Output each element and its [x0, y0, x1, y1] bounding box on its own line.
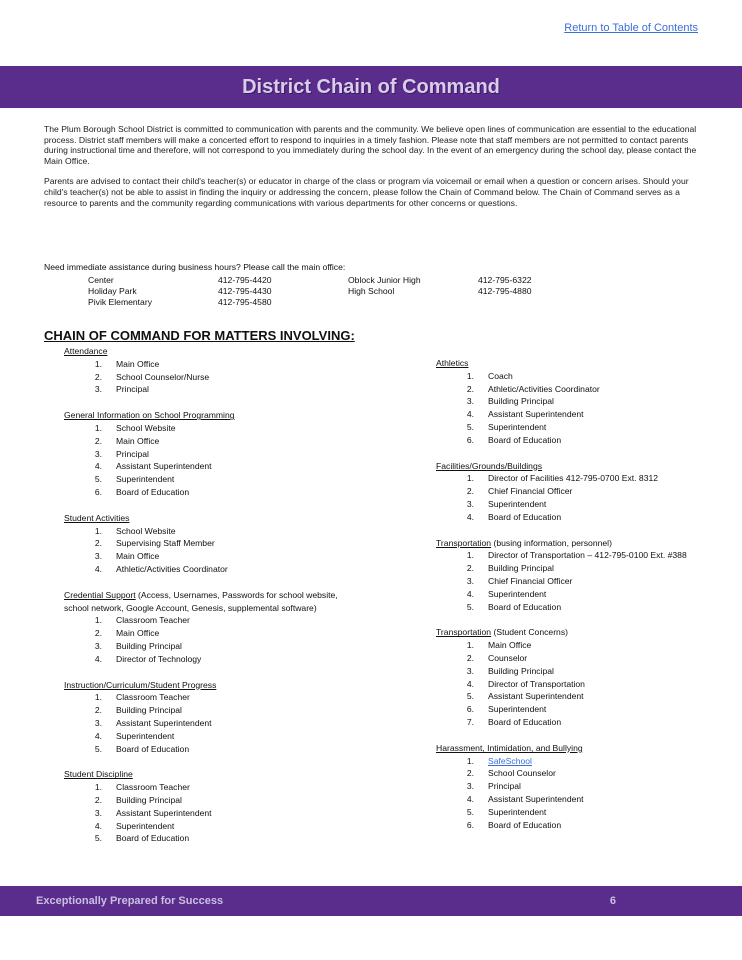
list-number: 2.	[94, 794, 102, 805]
phone-cell: Pivik Elementary	[88, 297, 152, 307]
chain-group	[436, 742, 726, 832]
list-number: 4.	[94, 461, 102, 472]
phone-cell: Center	[88, 275, 114, 285]
intro-text	[44, 124, 698, 218]
list-item-text: Director of Facilities 412-795-0700 Ext. 8312	[488, 473, 659, 484]
list-item-text: Main Office	[116, 435, 160, 446]
list-item-text: Superintendent	[488, 806, 547, 817]
list-item-text: Building Principal	[116, 794, 182, 805]
chain-list	[64, 691, 364, 755]
phone-cell: 412-795-4420	[218, 275, 272, 285]
list-item-text: Assistant Superintendent	[488, 409, 584, 420]
chain-list-item	[436, 472, 726, 485]
list-item-text: Classroom Teacher	[116, 615, 190, 626]
chain-list-item	[436, 562, 726, 575]
list-item-text: Main Office	[116, 628, 160, 639]
chain-list	[436, 549, 726, 613]
chain-list-item	[436, 575, 726, 588]
list-item-text: Board of Education	[488, 716, 562, 727]
list-item-text: Board of Education	[116, 486, 190, 497]
chain-list-item	[436, 780, 726, 793]
chain-group	[64, 589, 364, 666]
chain-list-item	[64, 717, 364, 730]
chain-list-item	[436, 588, 726, 601]
list-item-text: Board of Education	[488, 434, 562, 445]
list-item-text: Coach	[488, 370, 513, 381]
phone-cell: 412-795-4580	[218, 297, 272, 307]
list-number: 5.	[94, 474, 102, 485]
chain-group-title	[64, 512, 364, 525]
chain-list	[64, 781, 364, 845]
chain-list-item	[64, 781, 364, 794]
list-item-text: Superintendent	[488, 588, 547, 599]
list-item-text: Principal	[488, 781, 521, 792]
list-number: 7.	[466, 716, 474, 727]
chain-group-note: (Access, Usernames, Passwords for school website, school network, Google Account, Genesis, supplemental software)	[64, 589, 338, 613]
list-item-text: Assistant Superintendent	[488, 691, 584, 702]
chain-list-item	[64, 640, 364, 653]
list-item-text: Superintendent	[488, 498, 547, 509]
phone-cell: 412-795-4430	[218, 286, 272, 296]
chain-list-item	[436, 485, 726, 498]
chain-list	[436, 639, 726, 729]
chain-list-item	[436, 549, 726, 562]
list-item-text: Principal	[116, 384, 149, 395]
list-item-text: Board of Education	[116, 743, 190, 754]
list-item-text: Main Office	[488, 640, 532, 651]
chain-group-title	[64, 768, 364, 781]
chain-group-heading: Harassment, Intimidation, and Bullying	[436, 742, 583, 753]
chain-group-note: (busing information, personnel)	[491, 537, 612, 548]
chain-group-heading: Credential Support	[64, 589, 136, 600]
phone-cell: Holiday Park	[88, 286, 137, 296]
list-item-text: Board of Education	[488, 511, 562, 522]
return-to-toc-link[interactable]: Return to Table of Contents	[564, 22, 698, 34]
list-number: 1.	[94, 782, 102, 793]
list-number: 4.	[94, 730, 102, 741]
list-item-text: Board of Education	[116, 833, 190, 844]
chain-list-item	[436, 678, 726, 691]
list-number: 2.	[466, 383, 474, 394]
chain-list-item	[436, 383, 726, 396]
intro-paragraph-1: The Plum Borough School District is committed to communication with parents and the community. We believe open lines of communication are essential to the educational process. District staff members will make a concerted effort to respond to inquiries in a timely fashion. Please note that staff members are not permitted to contact parents during instructional time and therefore, will not correspond to you immediately during the school day. In the event of an emergency during the school day, please contact the Main Office.	[44, 124, 697, 166]
list-item-text: Classroom Teacher	[116, 782, 190, 793]
list-number: 5.	[466, 421, 474, 432]
chain-list-item	[64, 371, 364, 384]
phone-cell: 412-795-6322	[478, 275, 532, 285]
chain-list-item	[64, 537, 364, 550]
list-item-text: Board of Education	[488, 601, 562, 612]
list-item-text: Building Principal	[116, 640, 182, 651]
chain-group-heading: General Information on School Programming	[64, 410, 235, 421]
list-number: 2.	[94, 435, 102, 446]
list-item-text: Assistant Superintendent	[116, 717, 212, 728]
list-item-text: Main Office	[116, 551, 160, 562]
list-number: 3.	[466, 396, 474, 407]
chain-list-item	[436, 370, 726, 383]
chain-group-title	[64, 679, 364, 692]
phone-intro: Need immediate assistance during business hours? Please call the main office:	[44, 262, 346, 272]
section-title: CHAIN OF COMMAND FOR MATTERS INVOLVING:	[44, 328, 355, 343]
list-item-text: Board of Education	[488, 819, 562, 830]
list-number: 6.	[466, 704, 474, 715]
list-item-text: Principal	[116, 448, 149, 459]
chain-list-item	[436, 665, 726, 678]
chain-list-item	[64, 383, 364, 396]
chain-group	[436, 460, 726, 524]
list-number: 1.	[94, 692, 102, 703]
chain-list	[436, 370, 726, 447]
list-item-text: Classroom Teacher	[116, 692, 190, 703]
list-number: 4.	[466, 793, 474, 804]
chain-list-item	[436, 690, 726, 703]
chain-group	[64, 345, 364, 396]
chain-group-heading: Attendance	[64, 346, 108, 356]
chain-group	[64, 679, 364, 756]
chain-list-item	[64, 525, 364, 538]
list-number: 1.	[466, 550, 474, 561]
chain-group-title	[64, 409, 364, 422]
chain-group-title	[436, 742, 726, 755]
list-item-text: Superintendent	[488, 421, 547, 432]
chain-list-item	[436, 498, 726, 511]
list-number: 3.	[94, 551, 102, 562]
chain-list-item	[436, 652, 726, 665]
list-item-text: Supervising Staff Member	[116, 538, 215, 549]
chain-list-item	[64, 653, 364, 666]
chain-list	[436, 472, 726, 523]
chain-list-item	[64, 614, 364, 627]
chain-list-item	[436, 601, 726, 614]
chain-group	[436, 626, 726, 728]
chain-list-item	[64, 627, 364, 640]
chain-list-item	[436, 806, 726, 819]
chain-list-item	[64, 704, 364, 717]
list-number: 3.	[466, 575, 474, 586]
chain-list	[64, 525, 364, 576]
phone-cell: Oblock Junior High	[348, 275, 421, 285]
list-number: 4.	[466, 588, 474, 599]
chain-list-item	[64, 832, 364, 845]
chain-group-title	[436, 357, 726, 370]
list-item-text: Building Principal	[488, 563, 554, 574]
list-item-text: Counselor	[488, 652, 528, 663]
list-number: 1.	[466, 755, 474, 766]
list-item-text: Director of Transportation	[488, 678, 585, 689]
phone-cell	[348, 297, 478, 308]
list-item-text: Main Office	[116, 358, 160, 369]
list-item-text: Chief Financial Officer	[488, 486, 573, 497]
chain-list-item	[436, 819, 726, 832]
chain-list-item	[64, 422, 364, 435]
list-item-text: Assistant Superintendent	[116, 807, 212, 818]
chain-group-title	[64, 345, 364, 358]
list-number: 3.	[94, 448, 102, 459]
chain-group-title	[64, 589, 364, 615]
list-number: 6.	[466, 434, 474, 445]
chain-group-note: (Student Concerns)	[491, 627, 568, 638]
list-item-text: School Counselor/Nurse	[116, 371, 210, 382]
chain-list-item	[436, 793, 726, 806]
list-number: 5.	[466, 601, 474, 612]
list-item-text: Assistant Superintendent	[116, 461, 212, 472]
list-number: 2.	[466, 768, 474, 779]
chain-list-item	[64, 473, 364, 486]
list-number: 4.	[94, 563, 102, 574]
chain-group	[436, 537, 726, 614]
list-number: 5.	[94, 743, 102, 754]
list-number: 1.	[94, 358, 102, 369]
list-number: 6.	[466, 819, 474, 830]
chain-list-item	[436, 421, 726, 434]
list-number: 2.	[94, 538, 102, 549]
chain-group	[64, 409, 364, 499]
chain-list-item	[436, 755, 726, 768]
list-number: 5.	[466, 806, 474, 817]
list-number: 3.	[94, 807, 102, 818]
chain-group-heading: Student Discipline	[64, 769, 133, 780]
header-band	[0, 66, 742, 108]
phone-cell: High School	[348, 286, 395, 296]
chain-group-heading: Athletics	[436, 358, 469, 368]
footer-band	[0, 886, 742, 916]
safeschool-link[interactable]: SafeSchool	[488, 755, 532, 766]
chain-group-title	[436, 626, 726, 639]
chain-list	[64, 422, 364, 499]
list-number: 4.	[466, 409, 474, 420]
chain-group-title	[436, 537, 726, 550]
chain-list-item	[64, 730, 364, 743]
chain-list-item	[436, 434, 726, 447]
chain-list-item	[64, 691, 364, 704]
list-number: 4.	[466, 511, 474, 522]
list-item-text: School Website	[116, 525, 176, 536]
list-number: 3.	[466, 498, 474, 509]
phone-cell	[478, 297, 578, 308]
list-item-text: Building Principal	[488, 396, 554, 407]
chain-group-heading: Student Activities	[64, 512, 130, 523]
list-item-text: Athletic/Activities Coordinator	[116, 563, 228, 574]
chain-list-item	[436, 408, 726, 421]
list-number: 1.	[466, 640, 474, 651]
list-number: 2.	[466, 652, 474, 663]
chain-group	[64, 512, 364, 576]
chain-list-item	[64, 486, 364, 499]
list-number: 1.	[94, 525, 102, 536]
list-item-text: Building Principal	[116, 705, 182, 716]
list-number: 3.	[94, 384, 102, 395]
list-number: 1.	[466, 473, 474, 484]
chain-group-heading: Facilities/Grounds/Buildings	[436, 460, 543, 471]
list-item-text: Assistant Superintendent	[488, 793, 584, 804]
chain-group	[436, 357, 726, 447]
chain-group-heading: Transportation	[436, 537, 492, 548]
chain-list	[64, 358, 364, 396]
chain-list-item	[64, 358, 364, 371]
list-item-text: Chief Financial Officer	[488, 575, 573, 586]
list-item-text: Athletic/Activities Coordinator	[488, 383, 600, 394]
list-number: 4.	[466, 678, 474, 689]
list-number: 2.	[94, 371, 102, 382]
chain-list-item	[64, 550, 364, 563]
list-number: 2.	[466, 486, 474, 497]
list-number: 5.	[94, 833, 102, 844]
list-number: 4.	[94, 653, 102, 664]
chain-list-item	[64, 460, 364, 473]
chain-list	[64, 614, 364, 665]
chain-group-title	[436, 460, 726, 473]
chain-list-item	[64, 807, 364, 820]
chain-list-item	[436, 395, 726, 408]
chain-list-item	[64, 448, 364, 461]
list-item-text: School Counselor	[488, 768, 556, 779]
footer-text: Exceptionally Prepared for Success	[36, 895, 224, 907]
chain-group-heading: Transportation	[436, 627, 492, 638]
list-number: 1.	[466, 370, 474, 381]
list-item-text: Superintendent	[488, 704, 547, 715]
chain-column-right	[436, 357, 726, 844]
chain-group	[64, 768, 364, 845]
list-item-text: Building Principal	[488, 665, 554, 676]
list-number: 2.	[466, 563, 474, 574]
list-number: 5.	[466, 691, 474, 702]
phone-cell: 412-795-4880	[478, 286, 532, 296]
chain-list	[436, 755, 726, 832]
list-number: 6.	[94, 486, 102, 497]
chain-list-item	[436, 767, 726, 780]
list-item-text: School Website	[116, 422, 176, 433]
chain-list-item	[64, 794, 364, 807]
page-number: 6	[609, 895, 616, 907]
intro-paragraph-2: Parents are advised to contact their child's teacher(s) or educator in charge of the class or program via voicemail or email when a question or concern arises. Should your child's teacher(s) not be able to assist in finding the inquiry or addressing the concern, please follow the Chain of Command below. The Chain of Command serves as a resource to parents and the community regarding communications with various departments for other concerns or questions.	[44, 176, 689, 208]
chain-group-heading: Instruction/Curriculum/Student Progress	[64, 679, 217, 690]
page-title: District Chain of Command	[242, 75, 500, 98]
list-item-text: Director of Transportation – 412-795-0100 Ext. #388	[488, 550, 687, 561]
chain-list-item	[64, 820, 364, 833]
phone-directory	[88, 275, 608, 308]
list-number: 1.	[94, 422, 102, 433]
list-item-text: Director of Technology	[116, 653, 202, 664]
chain-list-item	[64, 563, 364, 576]
chain-list-item	[64, 435, 364, 448]
list-item-text: Superintendent	[116, 820, 175, 831]
list-number: 1.	[94, 615, 102, 626]
chain-column-left	[64, 345, 364, 858]
list-item-text: Superintendent	[116, 730, 175, 741]
list-number: 2.	[94, 705, 102, 716]
list-number: 3.	[466, 781, 474, 792]
chain-list-item	[436, 511, 726, 524]
list-number: 3.	[94, 717, 102, 728]
chain-list-item	[436, 639, 726, 652]
chain-list-item	[436, 716, 726, 729]
list-number: 2.	[94, 628, 102, 639]
list-number: 3.	[466, 665, 474, 676]
list-number: 4.	[94, 820, 102, 831]
chain-list-item	[436, 703, 726, 716]
chain-list-item	[64, 743, 364, 756]
list-item-text: Superintendent	[116, 474, 175, 485]
list-number: 3.	[94, 640, 102, 651]
